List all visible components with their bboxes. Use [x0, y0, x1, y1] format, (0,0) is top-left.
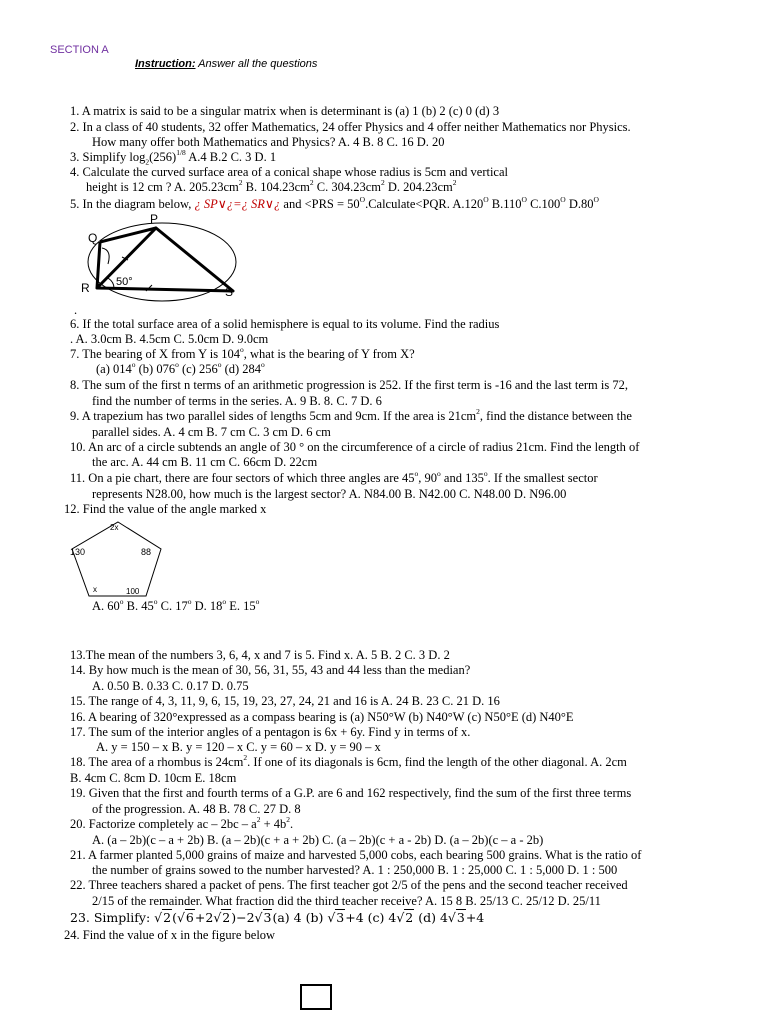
- q7b-s3: o: [217, 359, 222, 369]
- q23-root-3: 2: [222, 910, 231, 925]
- radical-sign: √: [254, 910, 263, 925]
- q5-t4: C.100: [526, 197, 561, 211]
- question-20-line-1: [70, 814, 294, 832]
- question-5: [70, 194, 599, 212]
- q4-s3: 2: [380, 177, 385, 187]
- q23-a: (a) 4 (b): [272, 910, 328, 925]
- question-17-line-1: 17. The sum of the interior angles of a pentagon is 6x + 6y. Find y in terms of x.: [70, 725, 471, 739]
- q5-t2: .Calculate<PQR. A.120: [365, 197, 484, 211]
- instruction-line: [135, 58, 317, 70]
- question-7-line-1: [70, 344, 415, 362]
- q4-t4: D. 204.23cm: [384, 180, 453, 194]
- question-7-line-2: [96, 359, 265, 377]
- q12-t3: C. 17: [157, 599, 188, 613]
- angle-label-right: 88: [141, 547, 152, 557]
- q18-sup: 2: [243, 752, 248, 762]
- q5-sup1: O: [359, 194, 366, 204]
- q11-t3: and 135: [440, 471, 484, 485]
- question-10-line-1: 10. An arc of a circle subtends an angle of 30 ° on the circumference of a circle of radius 21cm. Find the length of: [70, 440, 640, 454]
- angle-arc-r: [108, 278, 114, 288]
- q7-sup: o: [240, 344, 244, 354]
- radical-sign: √: [154, 910, 163, 925]
- radical-sign: √: [213, 910, 222, 925]
- question-20-line-2: A. (a – 2b)(c – a + 2b) B. (a – 2b)(c + a + 2b) C. (a – 2b)(c + a - 2b) D. (a – 2b)(c – a - 2b): [92, 833, 544, 847]
- section-title: SECTION A: [50, 44, 109, 56]
- q7b-t4: (d) 284: [221, 362, 262, 376]
- question-10-line-2: the arc. A. 44 cm B. 11 cm C. 66cm D. 22cm: [92, 455, 318, 469]
- q12-t5: E. 15: [226, 599, 256, 613]
- figure-placeholder-box: [300, 984, 332, 1010]
- q23-pre: 23. Simplify:: [70, 910, 155, 925]
- question-22-line-1: 22. Three teachers shared a packet of pens. The first teacher got 2/5 of the pens and the second teacher received: [70, 878, 628, 892]
- radical-sign: √: [396, 910, 405, 925]
- q3-sup: 1/8: [176, 147, 186, 157]
- q18-post: . If one of its diagonals is 6cm, find the length of the other diagonal. A. 2cm: [247, 755, 627, 769]
- label-s: S: [225, 285, 234, 299]
- question-23: [70, 910, 484, 925]
- q12-s3: o: [187, 596, 192, 606]
- question-19-line-1: 19. Given that the first and fourth terms of a G.P. are 6 and 162 respectively, find the sum of the first three terms: [70, 786, 632, 800]
- angle-label-top: 2x: [110, 523, 119, 532]
- question-15: 15. The range of 4, 3, 11, 9, 6, 15, 19, 23, 27, 24, 21 and 16 is A. 24 B. 23 C. 21 D. 16: [70, 694, 500, 708]
- question-14-line-1: 14. By how much is the mean of 30, 56, 31, 55, 43 and 44 less than the median?: [70, 663, 471, 677]
- q20-t2: + 4b: [260, 817, 287, 831]
- question-4-line-2: [86, 177, 457, 195]
- question-8-line-2: find the number of terms in the series. A. 9 B. 8. C. 7 D. 6: [92, 394, 382, 408]
- q9-pre: 9. A trapezium has two parallel sides of lengths 5cm and 9cm. If the area is 21cm: [70, 409, 477, 423]
- question-19-line-2: of the progression. A. 48 B. 78 C. 27 D. 8: [92, 802, 301, 816]
- label-p: P: [150, 212, 159, 226]
- question-1: 1. A matrix is said to be a singular matrix when is determinant is (a) 1 (b) 2 (c) 0 (d) 3: [70, 104, 500, 118]
- q23-root-5: 3: [336, 910, 345, 925]
- q5-sup4: O: [560, 194, 566, 204]
- q12-t1: A. 60: [92, 599, 120, 613]
- question-11-line-2: represents N28.00, how much is the largest sector? A. N84.00 B. N42.00 C. N48.00 D. N96.00: [92, 487, 567, 501]
- q23-root-1: 2: [163, 910, 172, 925]
- radical-sign: √: [447, 910, 456, 925]
- q5-mid: and <PRS = 50: [280, 197, 360, 211]
- q23-root-4: 3: [263, 910, 272, 925]
- question-18-line-1: [70, 752, 627, 770]
- q7b-t1: (a) 014: [96, 362, 132, 376]
- question-16: 16. A bearing of 320°expressed as a compass bearing is (a) N50°W (b) N40°W (c) N50°E (d) N40°E: [70, 710, 574, 724]
- q12-s2: o: [153, 596, 158, 606]
- q23-p2: +2: [194, 910, 214, 925]
- label-r: R: [81, 281, 90, 295]
- q5-sup2: O: [483, 194, 489, 204]
- q23-d: +4: [465, 910, 485, 925]
- angle-label-left: 130: [70, 547, 86, 557]
- q7-pre: 7. The bearing of X from Y is 104: [70, 347, 240, 361]
- question-22-line-2: 2/15 of the remainder. What fraction did the third teacher receive? A. 15 8 B. 25/13 C. 25/12 D. 25/11: [92, 894, 601, 908]
- question-13: 13.The mean of the numbers 3, 6, 4, x and 7 is 5. Find x. A. 5 B. 2 C. 3 D. 2: [70, 648, 450, 662]
- instruction-text: Answer all the questions: [195, 58, 318, 70]
- question-12: 12. Find the value of the angle marked x: [64, 502, 267, 516]
- question-6-line-1: 6. If the total surface area of a solid hemisphere is equal to its volume. Find the radius: [70, 317, 500, 331]
- angle-arc-q: [102, 248, 109, 264]
- q5-pre: 5. In the diagram below,: [70, 197, 195, 211]
- q18-pre: 18. The area of a rhombus is 24cm: [70, 755, 244, 769]
- question-9-line-1: [70, 406, 632, 424]
- question-8-line-1: 8. The sum of the first n terms of an arithmetic progression is 252. If the first term is -16 and the last term is 72,: [70, 378, 628, 392]
- q7-post: , what is the bearing of Y from X?: [243, 347, 415, 361]
- q5-condition: ¿ SP∨¿=¿ SR∨¿: [194, 197, 281, 211]
- q4-s2: 2: [309, 177, 314, 187]
- question-11-line-1: [70, 468, 598, 486]
- q7b-s4: o: [261, 359, 265, 369]
- q9-post: , find the distance between the: [479, 409, 632, 423]
- q3-pre: 3. Simplify log: [70, 150, 146, 164]
- q20-t3: .: [290, 817, 294, 831]
- q23-b: +4 (c) 4: [345, 910, 397, 925]
- question-6-line-2: . A. 3.0cm B. 4.5cm C. 5.0cm D. 9.0cm: [70, 332, 269, 346]
- q12-s4: o: [222, 596, 227, 606]
- q23-root-6: 2: [405, 910, 414, 925]
- q9-sup: 2: [476, 406, 480, 416]
- pentagon-figure: [64, 516, 168, 600]
- question-18-line-2: B. 4cm C. 8cm D. 10cm E. 18cm: [70, 771, 237, 785]
- radical-sign: √: [327, 910, 336, 925]
- q5-t5: D.80: [565, 197, 594, 211]
- question-14-line-2: A. 0.50 B. 0.33 C. 0.17 D. 0.75: [92, 679, 249, 693]
- label-angle-50: 50°: [116, 276, 133, 288]
- q12-s5: o: [255, 596, 260, 606]
- q23-root-7: 3: [456, 910, 465, 925]
- q12-s1: o: [119, 596, 124, 606]
- instruction-label: Instruction:: [135, 58, 196, 70]
- q4-t3: C. 304.23cm: [313, 180, 381, 194]
- q5-sup3: O: [521, 194, 527, 204]
- q4-t1: height is 12 cm ? A. 205.23cm: [86, 180, 239, 194]
- q7b-t2: (b) 076: [135, 362, 176, 376]
- radical-sign: √: [176, 910, 185, 925]
- q20-s1: 2: [256, 814, 261, 824]
- question-3: [70, 147, 277, 167]
- q7b-t3: (c) 256: [178, 362, 218, 376]
- q5-sup5: O: [593, 194, 599, 204]
- question-4-line-1: 4. Calculate the curved surface area of a conical shape whose radius is 5cm and vertical: [70, 165, 509, 179]
- q11-s3: o: [483, 468, 488, 478]
- angle-label-bottom-left: x: [93, 585, 97, 594]
- q7b-s1: o: [131, 359, 136, 369]
- question-17-line-2: A. y = 150 – x B. y = 120 – x C. y = 60 – x D. y = 90 – x: [96, 740, 381, 754]
- q11-s2: o: [437, 468, 441, 478]
- q11-t2: , 90: [418, 471, 438, 485]
- pentagon-outline: [72, 522, 161, 596]
- question-9-line-2: parallel sides. A. 4 cm B. 7 cm C. 3 cm D. 6 cm: [92, 425, 331, 439]
- q12-t2: B. 45: [123, 599, 154, 613]
- q4-s1: 2: [238, 177, 243, 187]
- question-21-line-1: 21. A farmer planted 5,000 grains of maize and harvested 5,000 cobs, each bearing 500 grains. What is the ratio of: [70, 848, 642, 862]
- q3-sub: 2: [145, 157, 150, 167]
- q20-s2: 2: [286, 814, 291, 824]
- stray-dot: .: [74, 303, 78, 317]
- label-q: Q: [88, 231, 98, 245]
- q20-t1: 20. Factorize completely ac – 2bc – a: [70, 817, 257, 831]
- question-2-line-2: How many offer both Mathematics and Physics? A. 4 B. 8 C. 16 D. 20: [92, 135, 445, 149]
- q4-t2: B. 104.23cm: [242, 180, 310, 194]
- q11-s1: o: [414, 468, 419, 478]
- q23-p1: (: [172, 910, 177, 925]
- q12-t4: D. 18: [191, 599, 223, 613]
- question-2-line-1: 2. In a class of 40 students, 32 offer Mathematics, 24 offer Physics and 4 offer neither Mathematics nor Physics.: [70, 120, 631, 134]
- circle-quadrilateral-figure: [78, 212, 248, 312]
- q7b-s2: o: [175, 359, 179, 369]
- question-24: 24. Find the value of x in the figure below: [64, 928, 276, 942]
- q23-p3: )−2: [231, 910, 255, 925]
- q4-s4: 2: [452, 177, 457, 187]
- q11-t4: . If the smallest sector: [487, 471, 598, 485]
- question-12-options: [92, 596, 260, 614]
- q23-c: (d) 4: [414, 910, 448, 925]
- q11-t1: 11. On a pie chart, there are four sectors of which three angles are 45: [70, 471, 415, 485]
- angle-label-bottom-right: 100: [126, 587, 140, 596]
- q23-root-2: 6: [185, 910, 194, 925]
- q3-mid: (256): [149, 150, 177, 164]
- q5-t3: B.110: [488, 197, 522, 211]
- q3-post: A.4 B.2 C. 3 D. 1: [185, 150, 277, 164]
- question-21-line-2: the number of grains sowed to the number harvested? A. 1 : 250,000 B. 1 : 25,000 C. 1 : 5,000 D. 1 : 500: [92, 863, 618, 877]
